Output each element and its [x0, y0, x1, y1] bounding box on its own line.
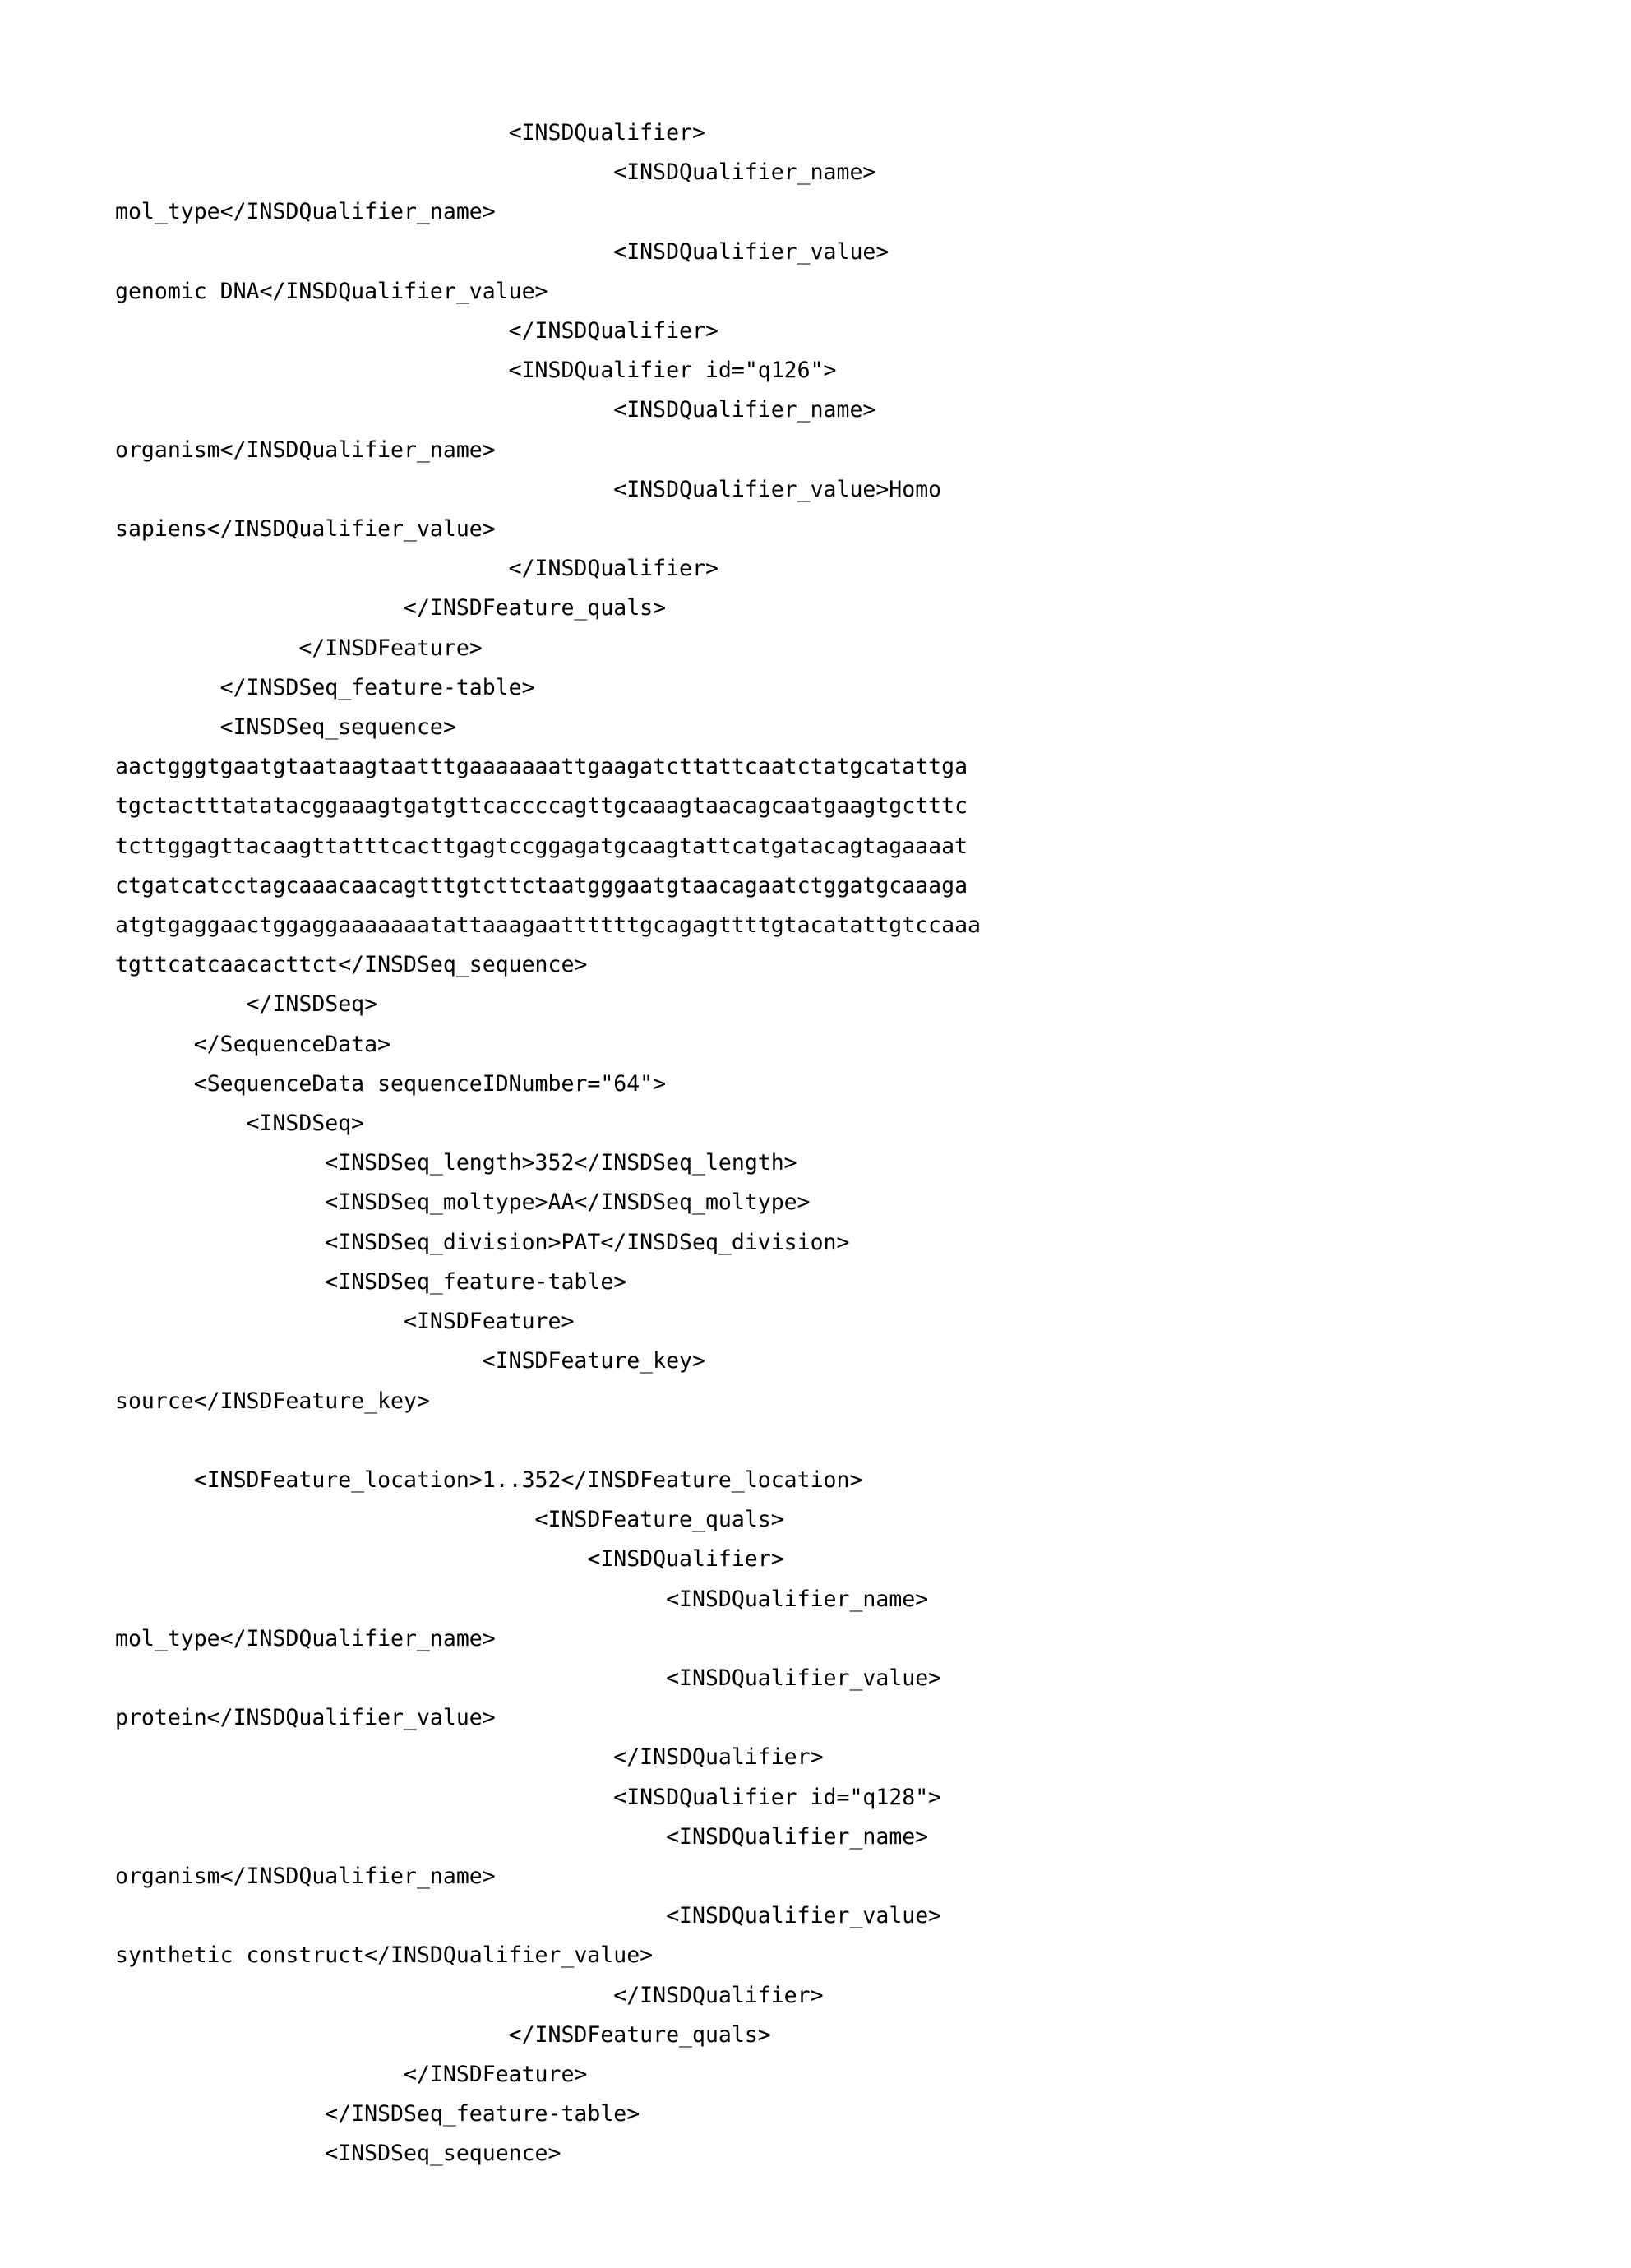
xml-sequence-listing: <INSDQualifier> <INSDQualifier_name> mol_type</INSDQualifier_name> <INSDQualifier_value> genomic DNA</INSDQualifier_value> </INSDQualifier> <INSDQualifier id="q126"> <INSDQualifier_name> organism</INSDQualifier_name> <INSDQualifier_value>Homo sapiens</INSDQualifier_value> </INSDQualifier> </INSDFeature_quals> </INSDFeature> </INSDSeq_feature-table> <INSDSeq_sequence> aactgggtgaatgtaataagtaatttgaaaaaaattgaagatcttattcaatctatgcatattga tgctactttatatacggaaagtgatgttcaccccagttgcaaagtaacagcaatgaagtgctttc tcttggagttacaagttatttcacttgagtccggagatgcaagtattcatgatacagtagaaaat ctgatcatcctagcaaacaacagtttgtcttctaatgggaatgtaacagaatctggatgcaaaga atgtgaggaactggaggaaaaaaatattaaagaattttttgcagagttttgtacatattgtccaaa tgttcatcaacacttct</INSDSeq_sequence> </INSDSeq> </SequenceData> <SequenceData sequenceIDNumber="64"> <INSDSeq> <INSDSeq_length>352</INSDSeq_length> <INSDSeq_moltype>AA</INSDSeq_moltype> <INSDSeq_division>PAT</INSDSeq_division> <INSDSeq_feature-table> <INSDFeature> <INSDFeature_key> source</INSDFeature_key> <INSDFeature_location>1..352</INSDFeature_location> <INSDFeature_quals> <INSDQualifier> <INSDQualifier_name> mol_type</INSDQualifier_name> <INSDQualifier_value> protein</INSDQualifier_value> </INSDQualifier> <INSDQualifier id="q128"> <INSDQualifier_name> organism</INSDQualifier_name> <INSDQualifier_value> synthetic construct</INSDQualifier_value> </INSDQualifier> </INSDFeature_quals> </INSDFeature> </INSDSeq_feature-table> <INSDSeq_sequence> [115, 120, 981, 2167]
